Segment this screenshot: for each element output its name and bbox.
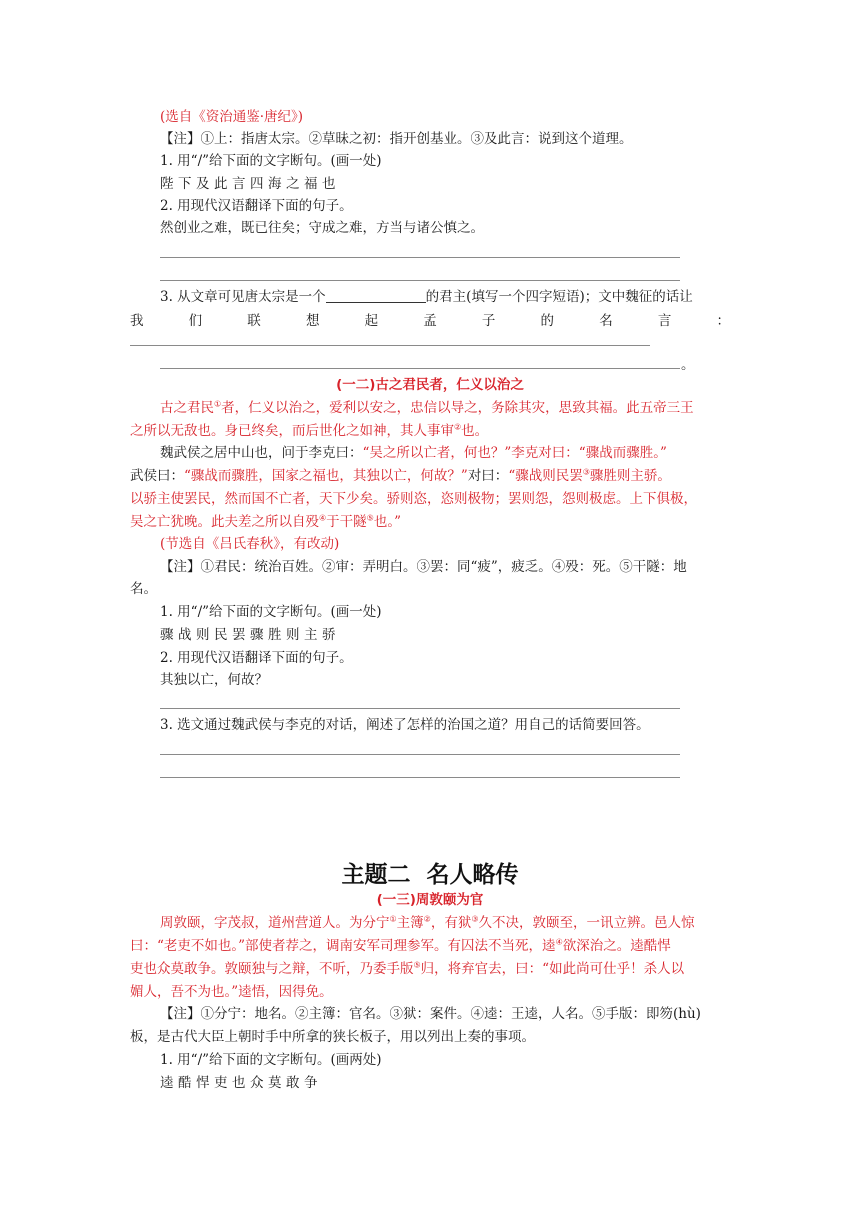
answer-line[interactable]: [160, 708, 680, 709]
source-citation: (节选自《吕氏春秋》，有改动): [160, 536, 340, 552]
answer-line[interactable]: [160, 280, 680, 281]
translation-sentence: 然创业之难，既已往矣；守成之难，方当与诸公慎之。: [160, 220, 484, 236]
answer-line[interactable]: [160, 777, 680, 778]
answer-line[interactable]: [160, 257, 680, 258]
source-citation: (选自《资治通鉴·唐纪》): [160, 109, 304, 125]
question-3: 3. 从文章可见唐太宗是一个 的君主(填写一个四字短语)；文中魏征的话让: [160, 289, 693, 305]
passage-line: 吏也众莫敢争。敦颐独与之辩，不听，乃委手版⑤归，将弃官去，曰：“如此尚可仕乎！杀人以: [130, 960, 685, 977]
passage-line: 媚人，吾不为也。”逵悟，因得免。: [130, 984, 333, 1000]
section-heading: (一三)周敦颐为官: [376, 892, 484, 908]
punctuation-exercise-text: 骤战则民罢骤胜则主骄: [160, 627, 340, 643]
question-2: 2. 用现代汉语翻译下面的句子。: [160, 198, 353, 214]
passage-line: 之所以无敌也。身已终矣，而后世化之如神，其人事审②也。: [130, 422, 489, 439]
translation-sentence: 其独以亡，何故？: [160, 672, 268, 688]
fill-blank[interactable]: [326, 288, 426, 303]
punctuation-exercise-text: 逵酷悍吏也众莫敢争: [160, 1075, 322, 1091]
passage-line: 武侯曰：“骤战而骤胜，国家之福也，其独以亡，何故？”对曰：“骤战则民罢③骤胜则主骄。: [130, 467, 671, 484]
period-mark: 。: [681, 357, 695, 373]
passage-line: 曰：“老吏不如也。”部使者荐之，调南安军司理参军。有囚法不当死，逵④欲深治之。逵酷悍: [130, 937, 671, 954]
passage-line: 吴之亡犹晚。此夫差之所以自殁④于干隧⑤也。”: [130, 513, 401, 530]
section-heading: (一二)古之君民者，仁义以治之: [336, 377, 524, 393]
annotation-note: 【注】①君民：统治百姓。②审：弄明白。③罢：同“疲”，疲乏。④殁：死。⑤干隧：地: [160, 559, 687, 575]
annotation-note: 名。: [130, 581, 157, 597]
annotation-note: 【注】①分宁：地名。②主簿：官名。③狱：案件。④逵：王逵，人名。⑤手版：即笏(hù): [160, 1006, 701, 1022]
passage-line: 古之君民①者，仁义以治之，爱利以安之，忠信以导之，务除其灾，思致其福。此五帝三王: [160, 399, 694, 416]
passage-line: 魏武侯之居中山也，问于李克曰：“吴之所以亡者，何也？”李克对曰：“骤战而骤胜。”: [160, 445, 667, 461]
passage-line: 以骄主使罢民，然而国不亡者，天下少矣。骄则恣，恣则极物；罢则怨，怨则极虑。上下俱极，: [130, 491, 697, 507]
answer-line[interactable]: [160, 754, 680, 755]
theme-title: 主题二 名人略传: [341, 862, 519, 888]
question-3-continued: 我们联想起孟子的名言：: [130, 313, 730, 329]
question-1: 1. 用“/”给下面的文字断句。(画两处): [160, 1052, 382, 1068]
annotation-note: 板，是古代大臣上朝时手中所拿的狭长板子，用以列出上奏的事项。: [130, 1029, 535, 1045]
answer-line[interactable]: [130, 345, 650, 346]
passage-line: 周敦颐，字茂叔，道州营道人。为分宁①主簿②，有狱③久不决，敦颐至，一讯立辨。邑人惊: [160, 914, 695, 931]
question-2: 2. 用现代汉语翻译下面的句子。: [160, 650, 353, 666]
question-3: 3. 选文通过魏武侯与李克的对话，阐述了怎样的治国之道？用自己的话简要回答。: [160, 717, 650, 733]
annotation-note: 【注】①上：指唐太宗。②草昧之初：指开创基业。③及此言：说到这个道理。: [160, 131, 633, 147]
question-1: 1. 用“/”给下面的文字断句。(画一处): [160, 153, 382, 169]
punctuation-exercise-text: 陛下及此言四海之福也: [160, 176, 340, 192]
answer-line[interactable]: [160, 368, 680, 369]
question-1: 1. 用“/”给下面的文字断句。(画一处): [160, 604, 382, 620]
